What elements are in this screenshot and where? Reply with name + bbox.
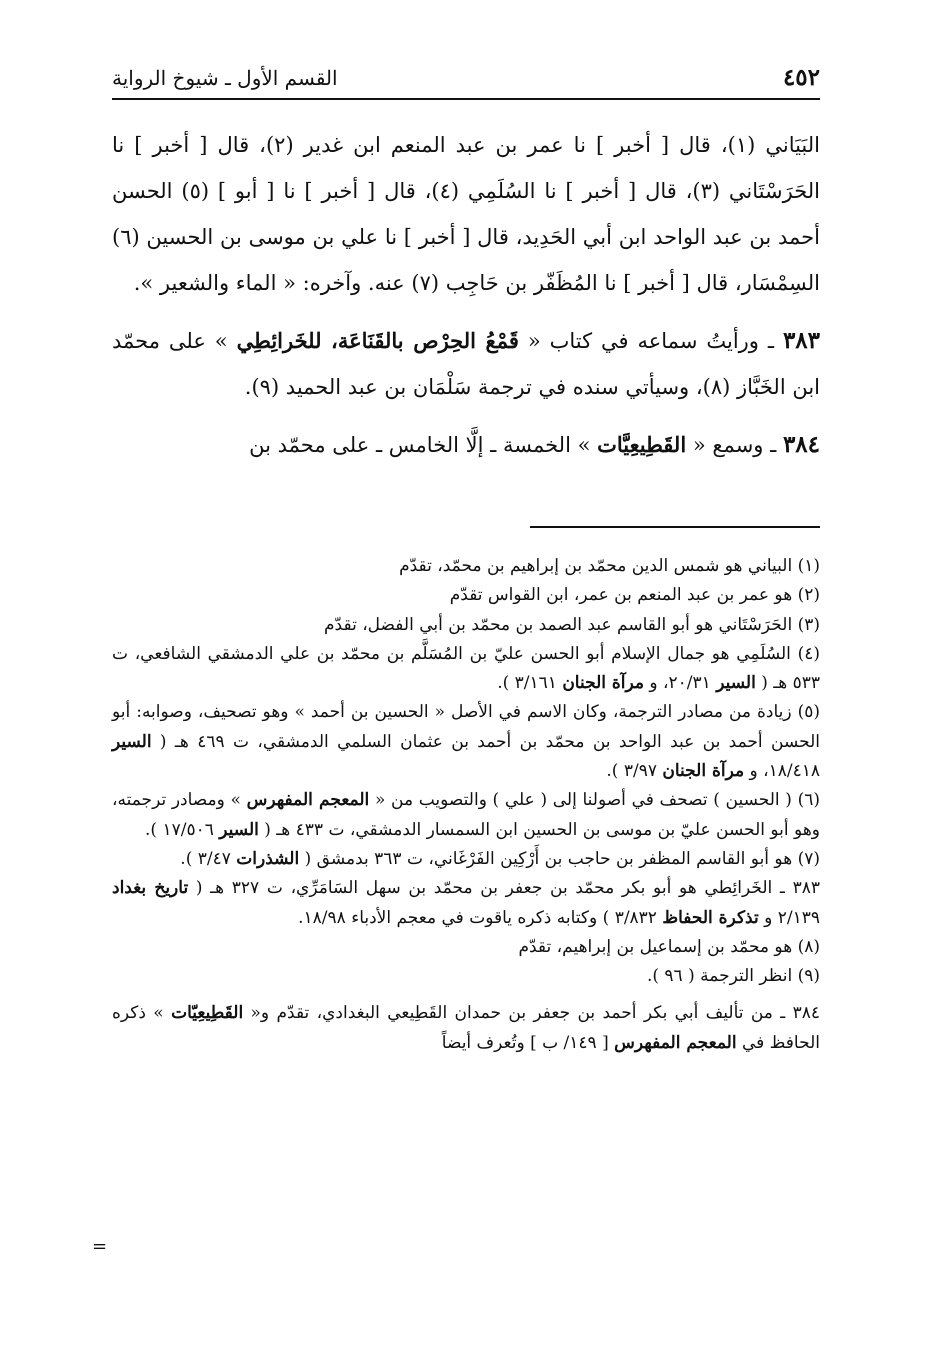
footnote-text: » ومصادر ترجمته، وهو أبو الحسن عليّ بن موسى بن الحسين ابن السمسار الدمشقي، ت ٤٣٣ هـ (	[112, 790, 820, 840]
footnote-source: القَطِيعِيّات	[171, 1003, 244, 1024]
footnote-text: ٣/١٦١ ).	[497, 673, 563, 694]
footnote-text: (٤) السُلَمِي هو جمال الإسلام أبو الحسن عليّ بن المُسَلَّم بن محمّد بن علي الدمشقي الشافعي، ت ٥٣٣ هـ (	[112, 643, 820, 694]
footnote-source: مرآة الجنان	[662, 761, 745, 782]
footnote	[112, 552, 820, 581]
entry-number: ٣٨٤	[782, 431, 820, 458]
entry-lead: ـ وسمع «	[686, 433, 783, 457]
footnote-text: ١٧/٥٠٦ ).	[145, 819, 220, 840]
footnote-source: مرآة الجنان	[562, 673, 645, 694]
entry-lead: ـ ورأيتُ سماعه في كتاب «	[518, 329, 783, 353]
footnote-source: تاريخ بغداد	[112, 878, 189, 899]
page-header	[112, 58, 820, 100]
footnote-text: (٦) ( الحسين ) تصحف في أصولنا إلى ( علي ) والتصويب من «	[369, 790, 820, 811]
footnote-text: » ذكره الحافظ في	[112, 1003, 820, 1053]
footnote-text: ١٨/٤١٨، و	[744, 761, 820, 782]
entry-383	[112, 318, 820, 410]
footnote	[112, 845, 820, 874]
footnote-text: (٥) زيادة من مصادر الترجمة، وكان الاسم في الأصل « الحسين بن أحمد » وهو تصحيف، وصوابه: أبو الحسن أحمد بن عبد الواحد بن محمّد بن أحمد بن عثمان السلمي الدمشقي، ت ٤٦٩ هـ (	[112, 702, 820, 752]
footnote-source: المعجم المفهرس	[614, 1032, 737, 1053]
footnote	[112, 999, 820, 1058]
book-title: قَمْعُ الحِرْص بالقَنَاعَة، للخَرائِطِي	[236, 328, 519, 353]
continuation-mark: =	[92, 1236, 108, 1257]
footnote-source: السير	[716, 673, 756, 694]
footnote-text: [ ١٤٩/ ب ] وتُعرف أيضاً	[441, 1032, 615, 1053]
running-title: القسم الأول ـ شيوخ الرواية	[112, 66, 338, 90]
footnote-text: ٣/٤٧ ).	[180, 848, 237, 869]
footnote-text: (٣) الحَرَسْتَاني هو أبو القاسم عبد الصمد بن محمّد بن أبي الفضل، تقدّم	[324, 614, 820, 635]
footnote	[112, 933, 820, 962]
footnote-text: (٢) هو عمر بن عبد المنعم بن عمر، ابن القواس تقدّم	[449, 585, 820, 606]
entry-rest: » على محمّد ابن الخَبَّاز (٨)، وسيأتي سنده في ترجمة سَلْمَان بن عبد الحميد (٩).	[112, 329, 820, 399]
footnote-text: ٣٨٣ ـ الخَرائِطي هو أبو بكر محمّد بن جعفر بن محمّد بن سهل السَامَرِّي، ت ٣٢٧ هـ (	[188, 878, 820, 899]
main-text	[112, 122, 820, 468]
footnote-text: ٣/٨٣٢ ) وكتابه ذكره ياقوت في معجم الأدباء ١٨/٩٨.	[298, 907, 663, 928]
footnote-source: السير	[219, 819, 259, 840]
footnote-source: تذكرة الحفاظ	[662, 907, 759, 928]
footnote-text: ٣/٩٧ ).	[606, 761, 663, 782]
footnote-text: ٢/١٣٩ و	[758, 907, 820, 928]
footnote-text: ٣٨٤ ـ من تأليف أبي بكر أحمد بن جعفر بن حمدان القَطِيعي البغدادي، تقدّم و«	[243, 1003, 820, 1024]
footnote-source: السير	[112, 731, 152, 752]
page-number: ٤٥٢	[782, 64, 820, 91]
footnote-source: المعجم المفهرس	[246, 790, 370, 811]
footnote	[112, 611, 820, 640]
book-title: القَطِيعِيَّات	[597, 432, 687, 457]
footnote-text: (٨) هو محمّد بن إسماعيل بن إبراهيم، تقدّم	[518, 936, 820, 957]
footnote	[112, 698, 820, 786]
footnote	[112, 786, 820, 845]
paragraph-chain: البَيَاني (١)، قال [ أخبر ] نا عمر بن عبد المنعم ابن غدير (٢)، قال [ أخبر ] نا الحَرَسْتَاني (٣)، قال [ أخبر ] نا السُلَمِي (٤)، قال [ أخبر ] نا [ أبو ] (٥) الحسن أحمد بن عبد الواحد ابن أبي الحَدِيد، قال [ أخبر ] نا علي بن موسى بن الحسين (٦) السِمْسَار، قال [ أخبر ] نا المُظَفّر بن حَاجِب (٧) عنه. وآخره: « الماء والشعير ».	[112, 133, 820, 295]
footnote-text: (٩) انظر الترجمة ( ٩٦ ).	[646, 966, 820, 987]
entry-384	[112, 422, 820, 468]
footnote-text: ٢٠/٣١، و	[644, 673, 717, 694]
footnote	[112, 962, 820, 991]
footnotes	[112, 552, 820, 1058]
footnote	[112, 581, 820, 610]
entry-rest: » الخمسة ـ إلَّا الخامس ـ على محمّد بن	[249, 433, 598, 457]
entry-number: ٣٨٣	[782, 327, 821, 354]
footnote-separator	[530, 526, 820, 528]
footnote-source: الشذرات	[236, 848, 300, 869]
footnote-text: (١) البياني هو شمس الدين محمّد بن إبراهيم بن محمّد، تقدّم	[399, 556, 820, 576]
footnote-text: (٧) هو أبو القاسم المظفر بن حاجب بن أَرْكِين الفَرْغَاني، ت ٣٦٣ بدمشق (	[299, 848, 820, 869]
footnote	[112, 874, 820, 933]
footnote	[112, 640, 820, 699]
